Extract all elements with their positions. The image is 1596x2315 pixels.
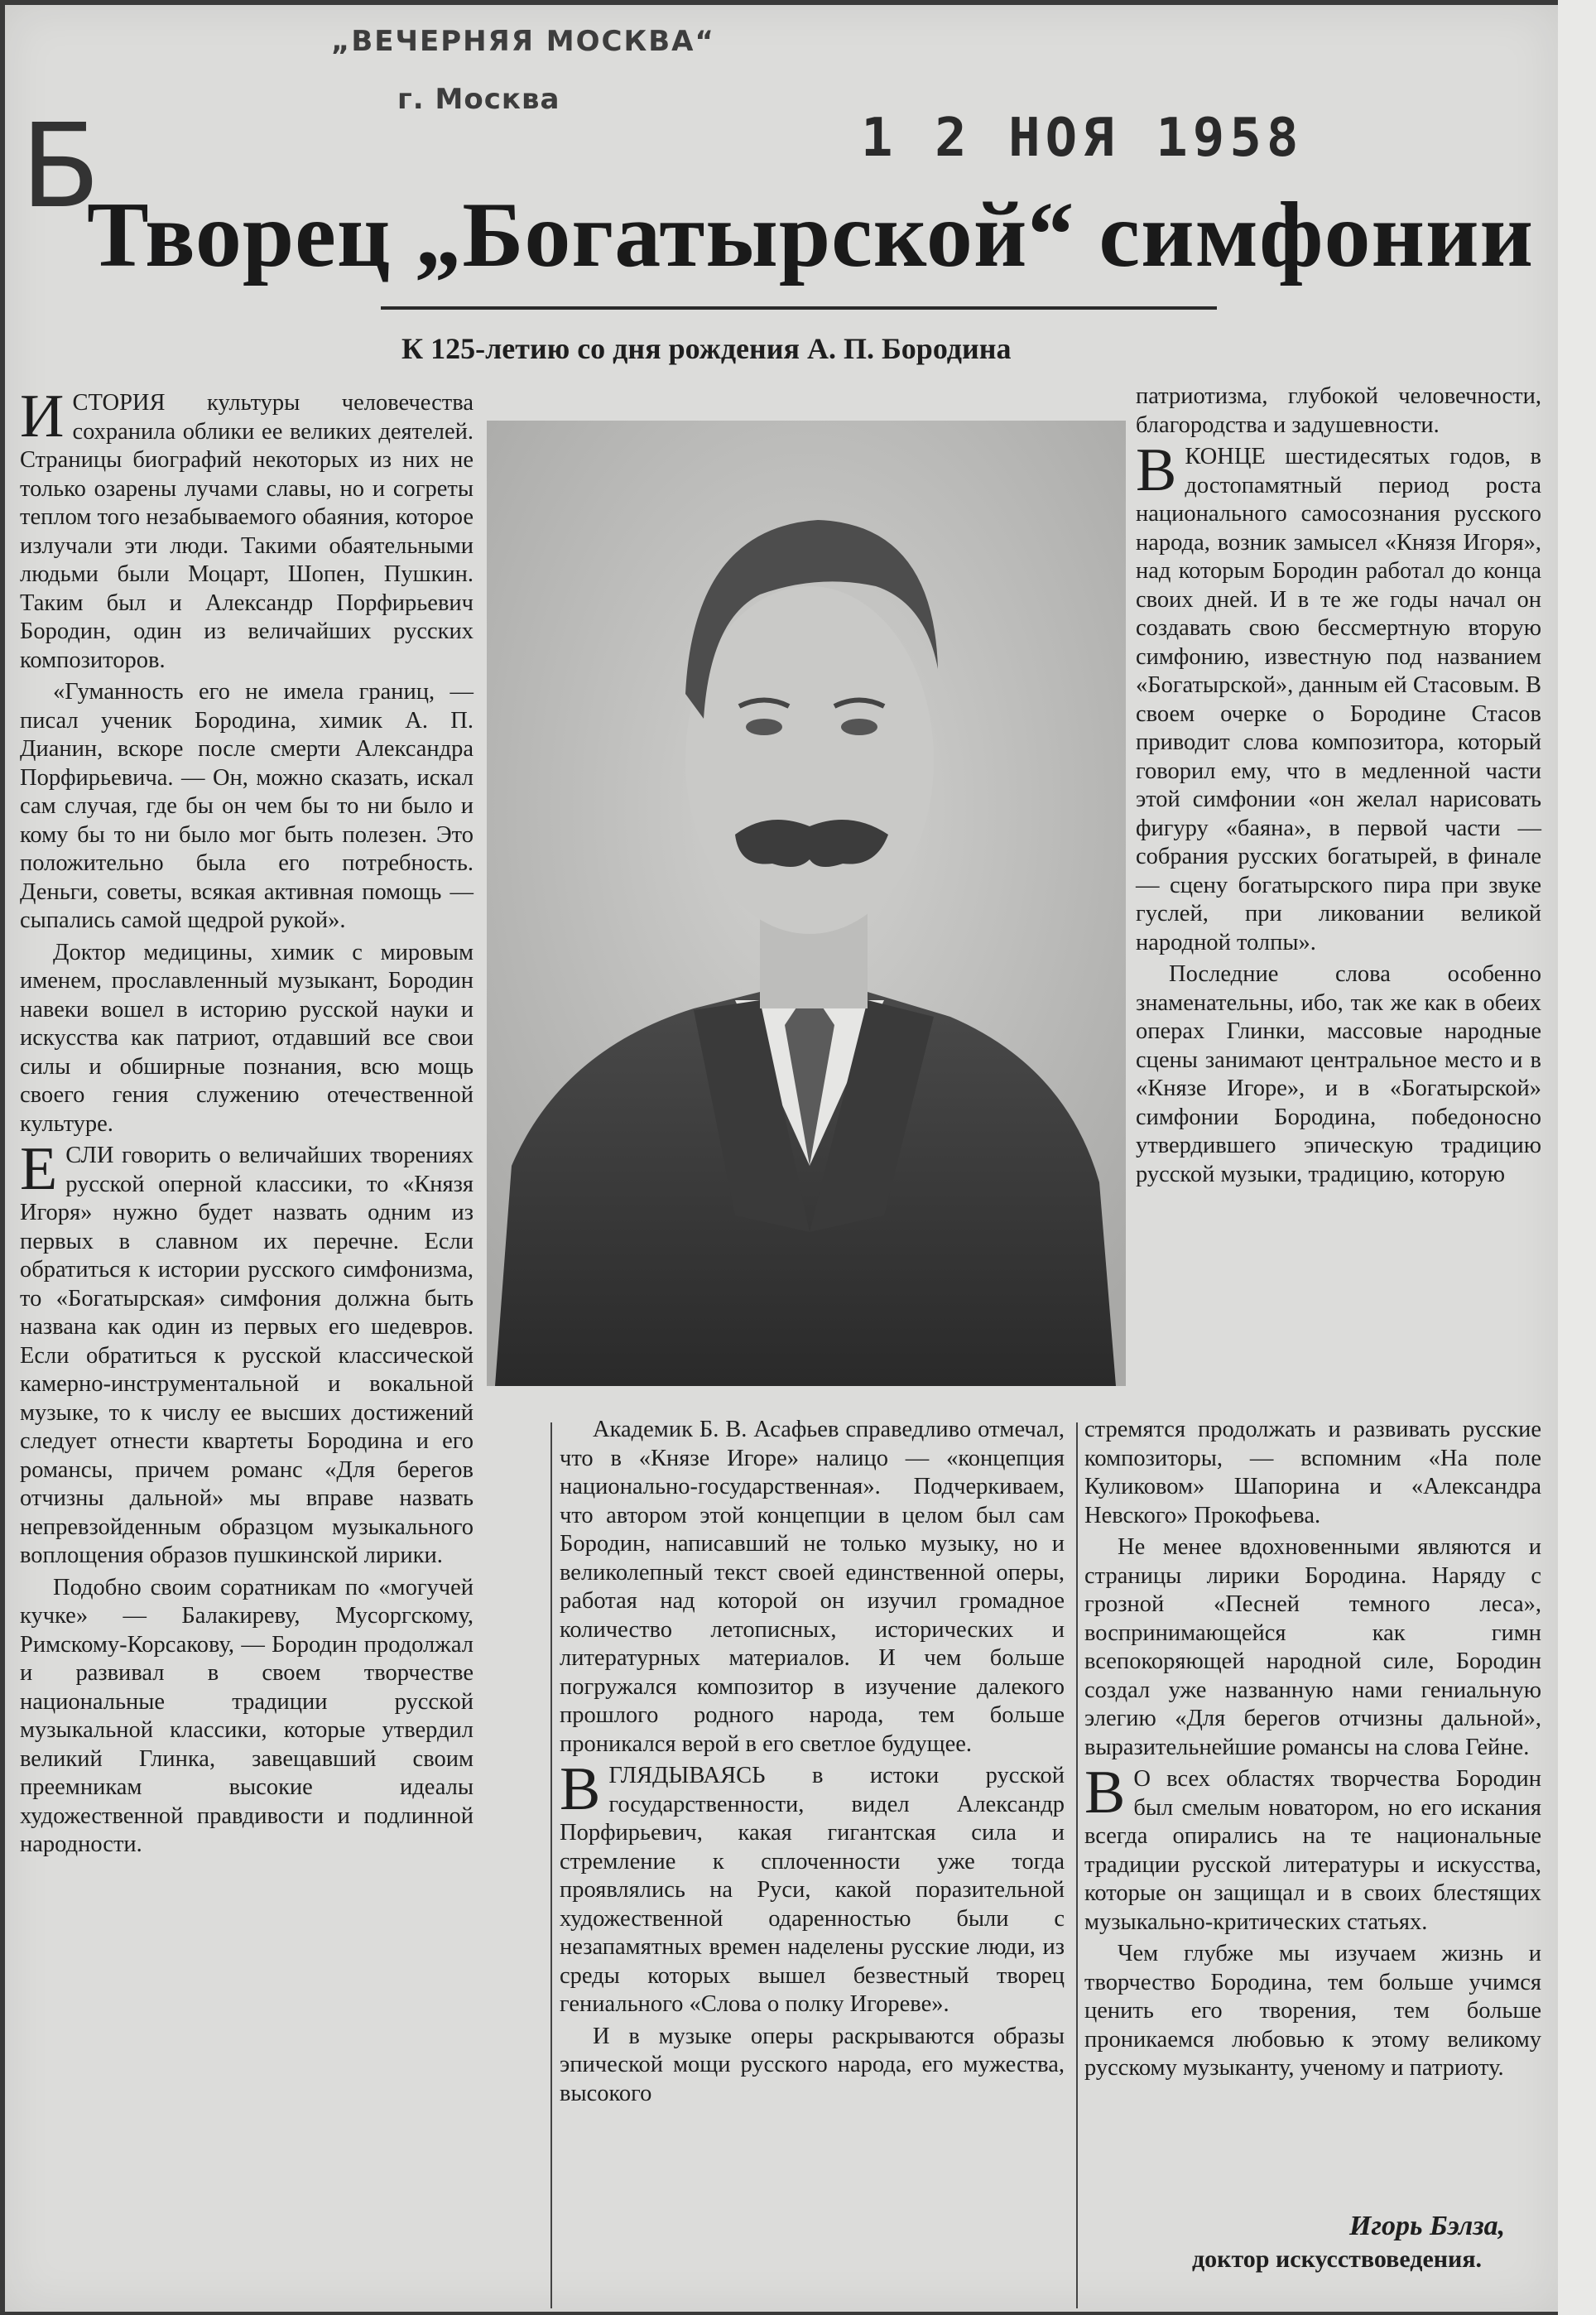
portrait-image [487,421,1126,1386]
subtitle: К 125-летию со дня рождения А. П. Бородина [401,332,1012,365]
paragraph-text: СЛИ говорить о величайших творениях русской оперной классики, то «Князя Игоря» нужно будет назвать одним из первых в славном их перечне. Если обратиться к истории русского симфонизма, то «Богатырская» симфония должна быть названа как один из первых его шедевров. Если обратиться к русской классической камерно-инструментальной и вокальной музыке, то к числу ее высших достижений следует отнести квартеты Бородина и его романсы, причем романс «Для берегов отчизны дальной» мы вправе назвать непревзойденным образцом музыкального воплощения образов пушкинской лирики. [20,1143,474,1568]
article-paragraph [1084,1940,1541,2083]
paragraph-text: Чем глубже мы изучаем жизнь и творчество Бородина, тем больше учимся ценить его творения, тем больше проникаемся любовью к этому великому русскому музыканту, ученому и патриоту. [1084,1941,1541,2081]
article-paragraph [1136,436,1541,957]
drop-cap: В [1136,436,1177,504]
paragraph-text: ГЛЯДЫВАЯСЬ в истоки русской государственности, видел Александр Порфирьевич, какая гигантская сила и стремление к сплоченности уже тогда проявлялись на Руси, какой поразительной художественной одаренностью были с незапамятных времен наделены русские люди, из среды которых вышел безвестный творец гениального «Слова о полку Игореве». [560,1763,1065,2017]
article-paragraph [1084,1533,1541,1762]
paragraph-text: «Гуманность его не имела границ, — писал ученик Бородина, химик А. П. Дианин, вскоре после смерти Александра Порфирьевича. — Он, можно сказать, искал сам случая, где бы он чем бы то ни было и кому бы то ни было мог быть полезен. Это положительно была его потребность. Деньги, советы, всякая активная помощь — сыпались самой щедрой рукой». [20,679,474,933]
article-paragraph [560,1755,1065,2019]
article-paragraph [20,678,474,936]
drop-cap: Е [20,1135,58,1203]
drop-cap: В [560,1755,601,1823]
paragraph-text: патриотизма, глубокой человечности, благородства и задушевности. [1136,383,1541,438]
article-column-1 [20,383,474,1863]
article-paragraph [20,939,474,1139]
paragraph-text: Академик Б. В. Асафьев справедливо отмечал, что в «Князе Игоре» налицо — «концепция национально-государственная». Подчеркиваем, что автором этой концепции в целом был сам Бородин, написавший не только музыку, но и великолепный текст своей единственной оперы, работая над которой он изучил громадное количество летописных, исторических и литературных материалов. И чем больше погружался композитор в изучение далекого прошлого родного народа, тем больше проникался верой в его светлое будущее. [560,1417,1065,1757]
headline: Творец „Богатырской“ симфонии [87,184,1535,286]
article-paragraph [1136,960,1541,1189]
date-stamp: 1 2 НОЯ 1958 [861,108,1304,169]
city-stamp: г. Москва [397,83,560,116]
paragraph-text: И в музыке оперы раскрываются образы эпической мощи русского народа, его мужества, высокого [560,2023,1065,2106]
paragraph-text: Доктор медицины, химик с мировым именем, прославленный музыкант, Бородин навеки вошел в историю русской науки и искусства как патриот, отдавший все свои силы и обширные познания, всю мощь своего гения служению отечественной культуре. [20,939,474,1137]
headline-rule [381,306,1217,310]
borodin-portrait-icon [487,421,1126,1386]
article-column-2 [560,1416,1065,2111]
article-paragraph [560,1416,1065,1759]
paragraph-text: О всех областях творчества Бородин был смелым новатором, но его искания всегда опирались на те национальные традиции русской литературы и искусства, которые он защищал и в своих блестящих музыкально-критических статьях. [1084,1766,1541,1935]
paragraph-text: стремятся продолжать и развивать русские композиторы, — вспомним «На поле Куликовом» Шапорина и «Александра Невского» Прокофьева. [1084,1417,1541,1528]
paper-edge [1558,0,1596,2315]
article-column-3-bottom [1084,1416,1541,2086]
drop-cap: И [20,383,65,450]
article-column-3-top [1136,383,1541,1192]
drop-cap: В [1084,1759,1126,1826]
article-paragraph [560,2023,1065,2109]
newspaper-name-stamp: „ВЕЧЕРНЯЯ МОСКВА“ [331,25,715,58]
paragraph-text: Последние слова особенно знаменательны, ибо, так же как в обеих операх Глинки, массовые народные сцены занимают центральное место и в «Князе Игоре», и в «Богатырской» симфонии Бородина, победоносно утвердившего эпическую традицию русской музыки, традицию, которую [1136,961,1541,1187]
article-paragraph [1084,1416,1541,1530]
paragraph-text: Не менее вдохновенными являются и страницы лирики Бородина. Наряду с грозной «Песней темного леса», воспринимающейся как гимн всепокоряющей народной силе, Бородин создал уже названную нами гениальную элегию «Для берегов отчизны дальной», выразительнейшие романсы на слова Гейне. [1084,1534,1541,1760]
paragraph-text: Подобно своим соратникам по «могучей кучке» — Балакиреву, Мусоргскому, Римскому-Корсакову, — Бородин продолжал и развивал в своем творчестве национальные традиции русской музыкальной классики, которые утвердил великий Глинка, завещавший своим преемникам высокие идеалы художественной правдивости и подлинной народности. [20,1574,474,1857]
column-divider [550,1422,552,2308]
author-name: Игорь Бэлза, [1349,2211,1506,2241]
article-paragraph [1136,383,1541,440]
handwritten-mark: Б [21,99,101,234]
article-paragraph [1084,1759,1541,1937]
article-paragraph [20,1574,474,1860]
paragraph-text: КОНЦЕ шестидесятых годов, в достопамятный период роста национального самосознания русского народа, возник замысел «Князя Игоря», над которым Бородин работал до конца своих дней. И в те же годы начал он создавать свою бессмертную вторую симфонию, известную под названием «Богатырской», данным ей Стасовым. В своем очерке о Бородине Стасов приводит слова композитора, который говорил ему, что в медленной части этой симфонии «он желал нарисовать фигуру «баяна», в первой части — собрания русских богатырей, в финале — сцену богатырского пира при звуке гуслей, при ликовании великой народной толпы». [1136,444,1541,955]
author-title: доктор искусствоведения. [1192,2245,1483,2273]
article-paragraph [20,1135,474,1571]
paragraph-text: СТОРИЯ культуры человечества сохранила облики ее великих деятелей. Страницы биографий некоторых из них не только озарены лучами славы, но и согреты теплом того незабываемого обаяния, которое излучали эти люди. Такими обаятельными людьми были Моцарт, Шопен, Пушкин. Таким был и Александр Порфирьевич Бородин, один из величайших русских композиторов. [20,390,474,673]
article-paragraph [20,383,474,675]
column-divider [1076,1422,1078,2308]
